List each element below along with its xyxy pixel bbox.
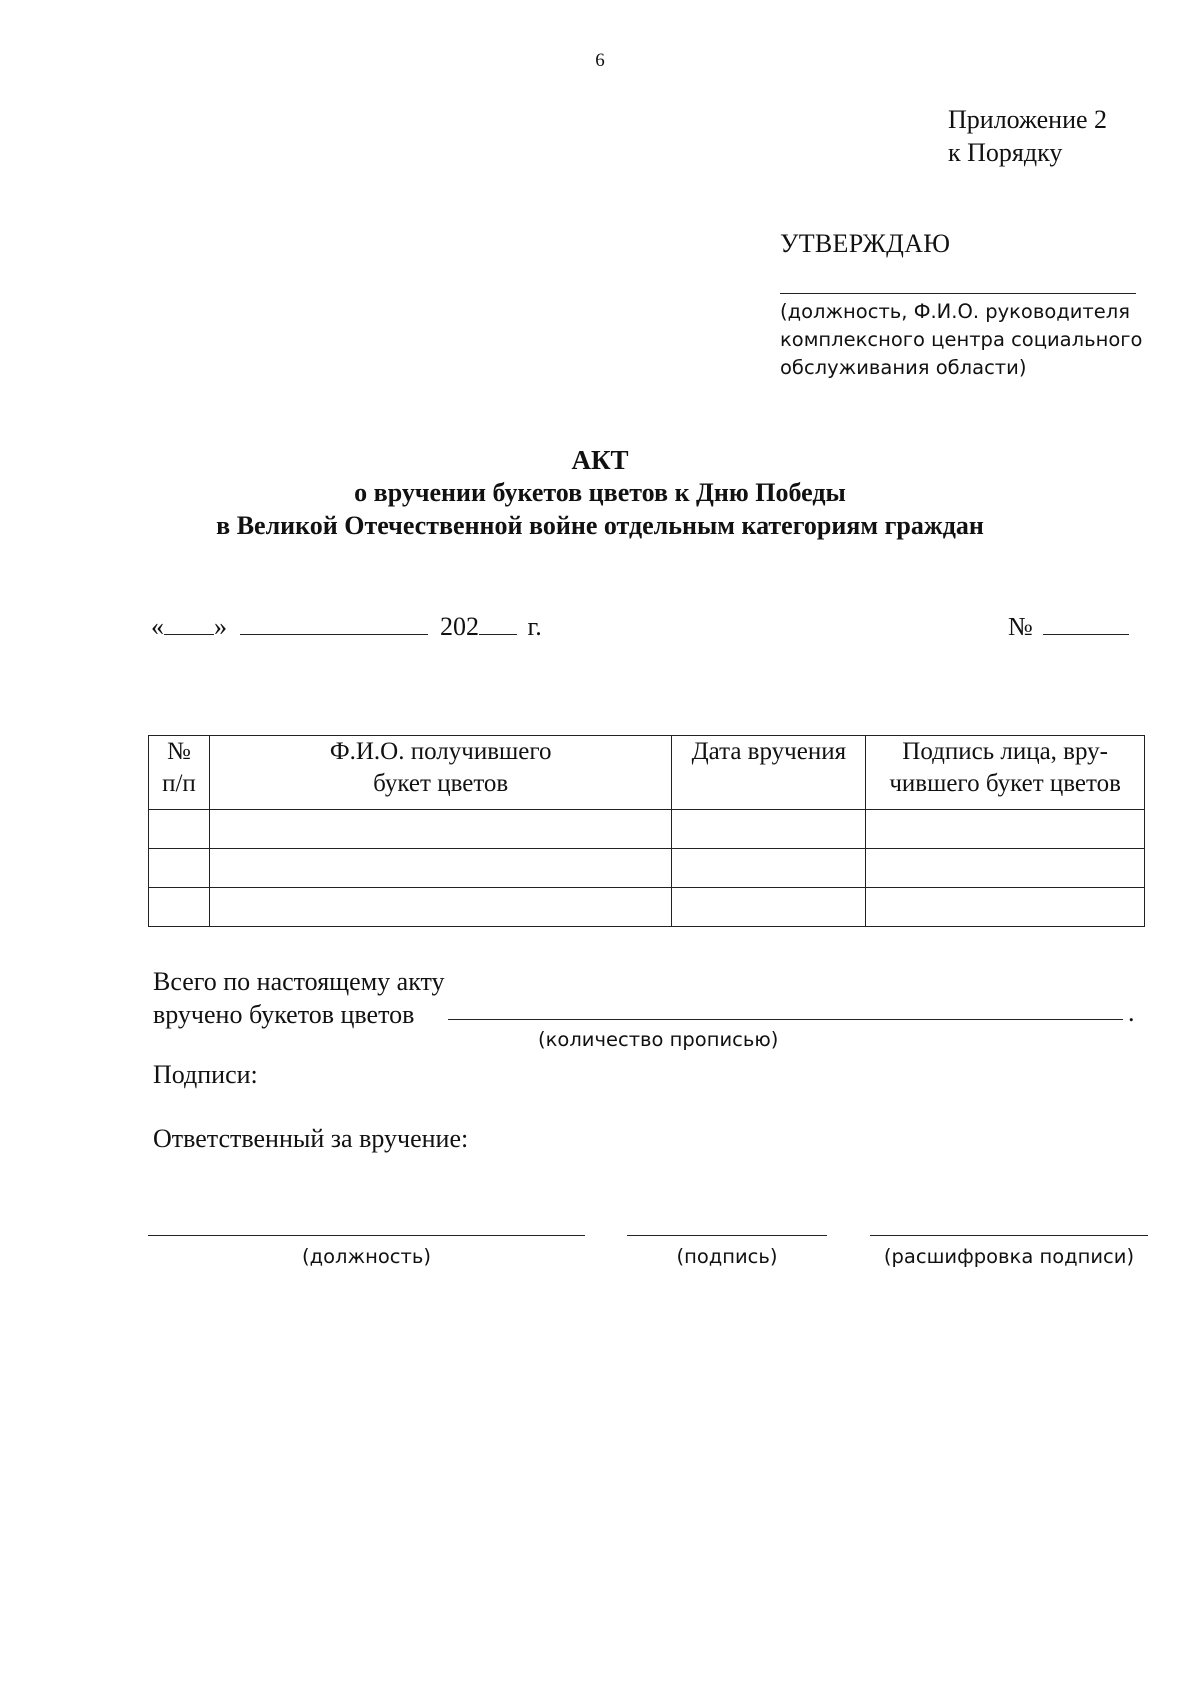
appendix-line-1: Приложение 2 <box>948 105 1108 134</box>
month-blank <box>240 610 428 635</box>
header-index-line-2: п/п <box>162 770 196 797</box>
approve-heading: УТВЕРЖДАЮ <box>780 229 951 258</box>
total-line-2: вручено букетов цветов <box>153 1000 415 1029</box>
table-cell <box>866 888 1145 927</box>
table-cell <box>866 810 1145 849</box>
act-number-field <box>1008 610 1129 642</box>
table-cell <box>866 849 1145 888</box>
approve-caption-line-1: (должность, Ф.И.О. руководителя <box>780 300 1130 323</box>
total-caption: (количество прописью) <box>538 1028 779 1051</box>
table-row <box>149 849 1145 888</box>
total-line-1: Всего по настоящему акту <box>153 967 445 996</box>
table-row <box>149 888 1145 927</box>
header-date <box>672 736 866 810</box>
year-blank <box>479 610 517 635</box>
document-title: АКТ <box>571 445 629 475</box>
signature-caption: (подпись) <box>676 1245 778 1268</box>
table-cell <box>149 810 210 849</box>
page-number: 6 <box>595 50 605 71</box>
header-index <box>149 736 210 810</box>
table-cell <box>209 810 671 849</box>
year-prefix: 202 <box>440 612 479 641</box>
total-statement <box>153 965 445 1031</box>
header-full-name-line-1: Ф.И.О. получившего <box>329 738 552 765</box>
position-caption: (должность) <box>302 1245 431 1268</box>
number-sign: № <box>1008 612 1033 641</box>
header-full-name-line-2: букет цветов <box>373 770 509 797</box>
appendix-line-2: к Порядку <box>948 138 1063 167</box>
approve-caption-line-2: комплексного центра социального <box>780 328 1143 351</box>
date-close-quote: » <box>214 612 227 641</box>
year-suffix: г. <box>527 612 542 641</box>
signature-line <box>627 1235 827 1236</box>
document-subtitle-2: в Великой Отечественной войне отдельным категориям граждан <box>216 511 984 540</box>
document-subtitle-1: о вручении букетов цветов к Дню Победы <box>354 478 846 507</box>
header-signature-line-2: чившего букет цветов <box>889 770 1121 797</box>
responsible-label: Ответственный за вручение: <box>153 1124 469 1153</box>
table-cell <box>149 888 210 927</box>
day-blank <box>164 610 214 635</box>
header-signature <box>866 736 1145 810</box>
header-full-name <box>209 736 671 810</box>
signatures-label: Подписи: <box>153 1060 258 1089</box>
act-number-blank <box>1043 610 1129 635</box>
header-index-line-1: № <box>167 738 191 765</box>
total-quantity-line <box>448 1019 1123 1020</box>
date-field <box>151 610 542 642</box>
header-signature-line-1: Подпись лица, вру- <box>902 738 1108 765</box>
position-line <box>148 1235 585 1236</box>
decoding-line <box>870 1235 1148 1236</box>
approve-caption <box>780 298 1142 382</box>
approve-caption-line-3: обслуживания области) <box>780 356 1027 379</box>
recipients-table <box>148 735 1145 927</box>
table-cell <box>672 849 866 888</box>
table-cell <box>209 849 671 888</box>
table-cell <box>209 888 671 927</box>
total-period: . <box>1128 998 1135 1027</box>
table-cell <box>672 810 866 849</box>
table-header-row <box>149 736 1145 810</box>
decoding-caption: (расшифровка подписи) <box>883 1245 1135 1268</box>
approve-signature-line <box>780 293 1136 294</box>
date-open-quote: « <box>151 612 164 641</box>
appendix-reference <box>948 103 1107 169</box>
table-row <box>149 810 1145 849</box>
table-cell <box>672 888 866 927</box>
table-cell <box>149 849 210 888</box>
header-date-line-1: Дата вручения <box>691 738 847 765</box>
